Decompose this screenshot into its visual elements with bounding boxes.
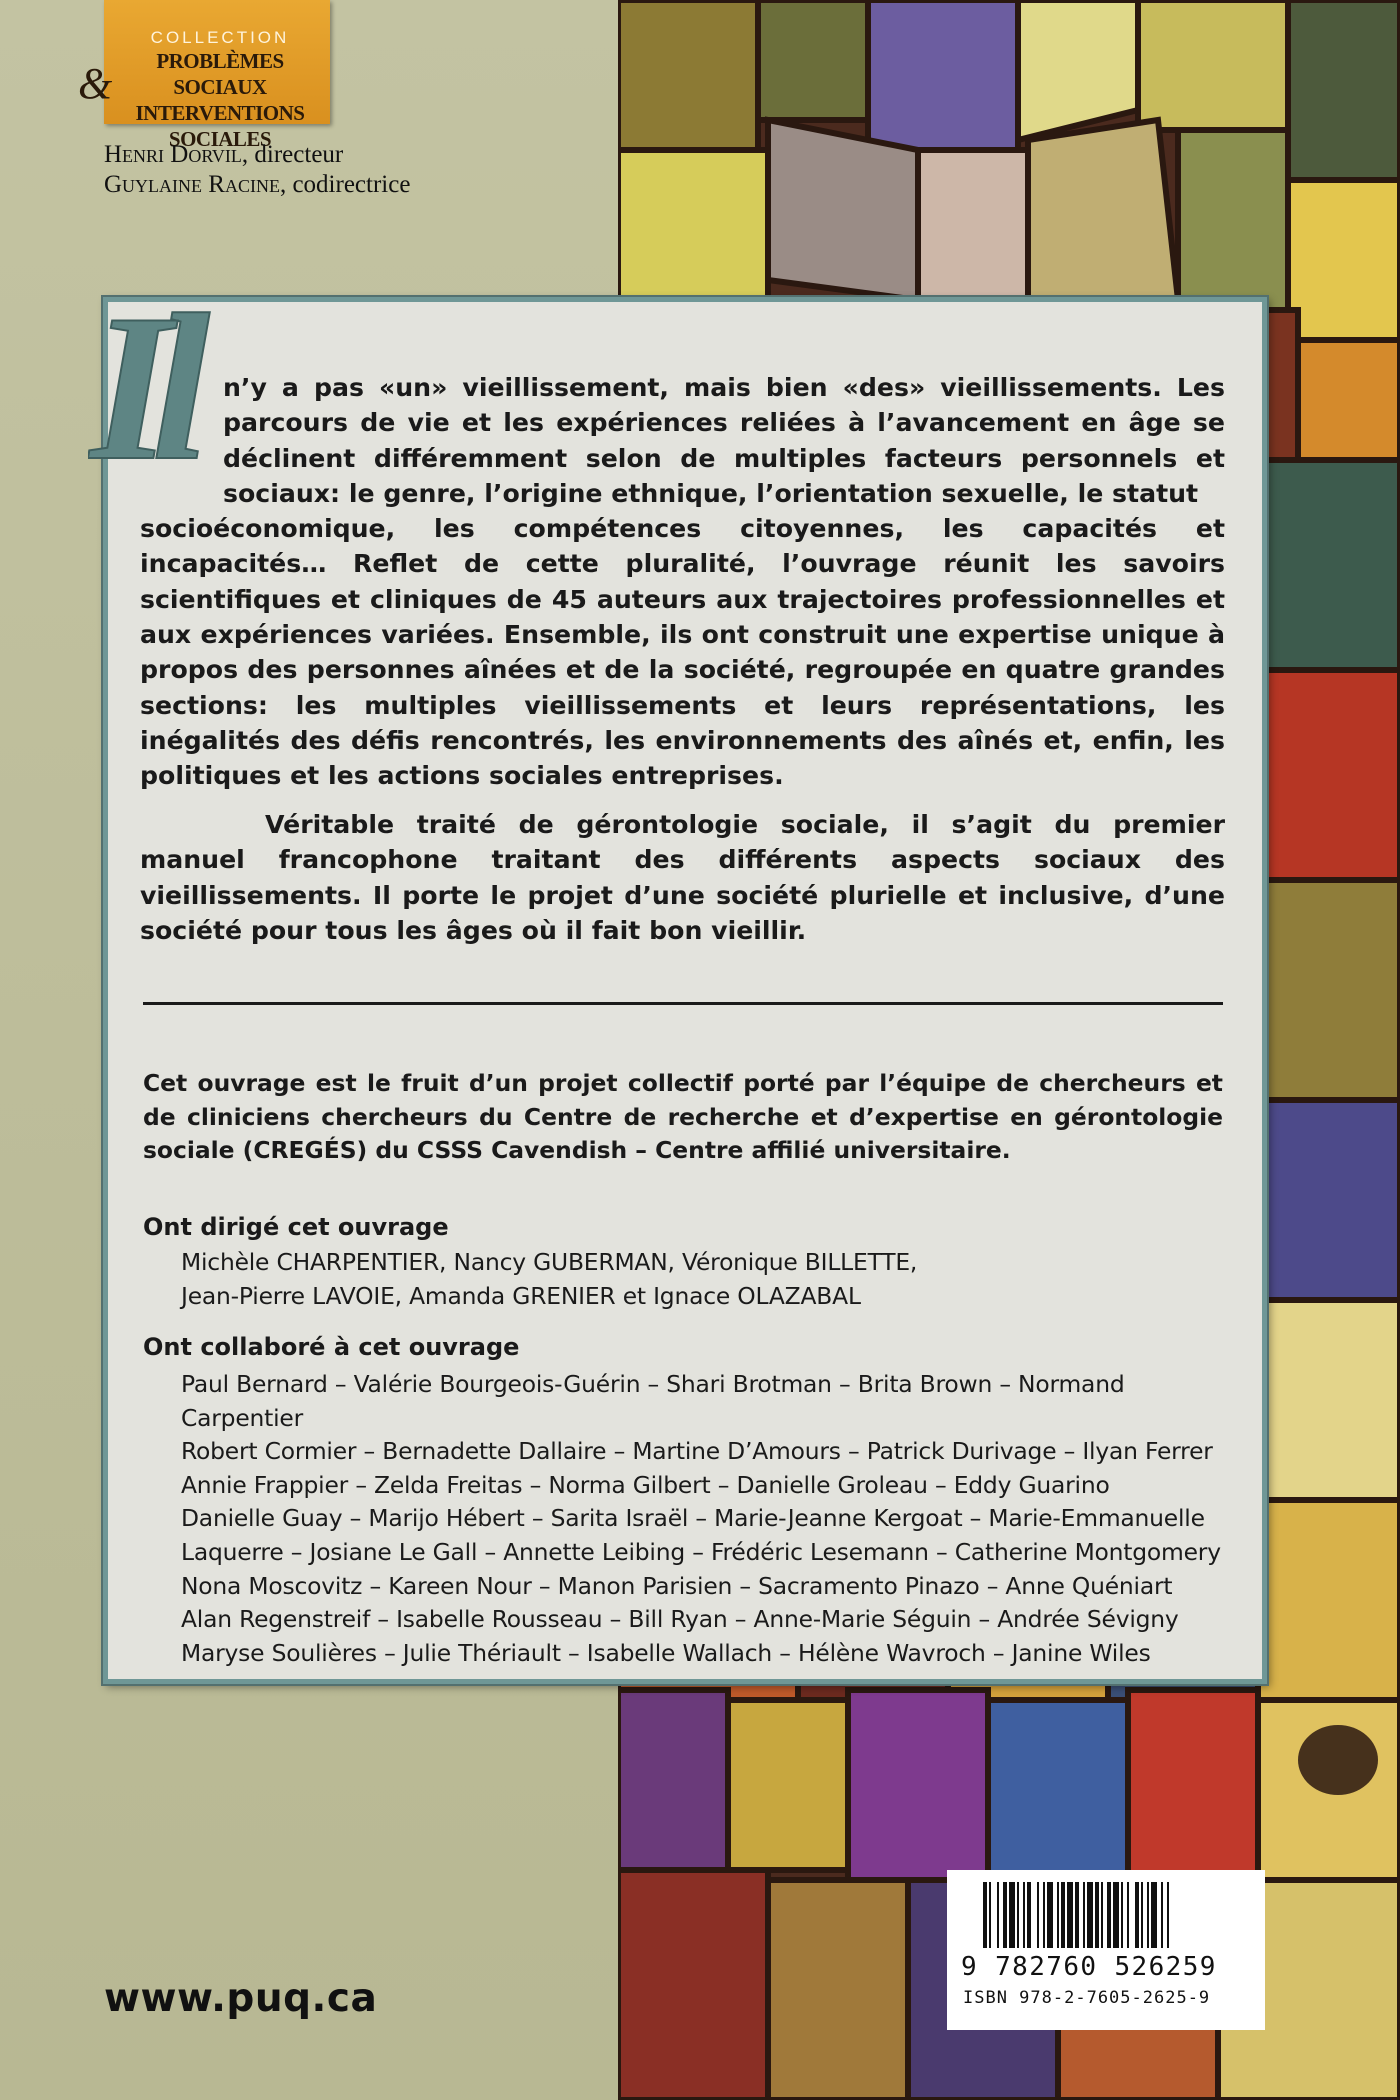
barcode-bar bbox=[1017, 1882, 1019, 1948]
website-url: www.puq.ca bbox=[104, 1976, 378, 2021]
barcode-bar bbox=[1167, 1882, 1169, 1948]
intro-paragraph bbox=[140, 370, 1225, 794]
collection-badge bbox=[104, 0, 330, 151]
barcode-digits: 9 782760 526259 bbox=[961, 1952, 1217, 1982]
isbn-label: ISBN 978-2-7605-2625-9 bbox=[963, 1988, 1211, 2008]
barcode-bar bbox=[1027, 1882, 1031, 1948]
collection-line-1: PROBLÈMES SOCIAUX bbox=[156, 49, 284, 99]
barcode-bar bbox=[1057, 1882, 1059, 1948]
barcode-bar bbox=[1037, 1882, 1039, 1948]
dropcap-text: Il bbox=[90, 272, 191, 488]
codirector-line bbox=[104, 170, 410, 200]
intro-first-lines: n’y a pas «un» vieillissement, mais bien «des» vieillissements. Les parcours de vie et les expériences reliées à l’avancement en âge se déclinent différemment selon de multiples facteurs personnels et sociaux: le genre, l’origine ethnique, l’orientation sexuelle, le statut bbox=[223, 373, 1225, 508]
collection-label: COLLECTION bbox=[150, 28, 290, 47]
director-line bbox=[104, 140, 410, 170]
barcode-bar bbox=[1141, 1882, 1143, 1948]
section-divider bbox=[143, 1002, 1223, 1005]
barcode-bar bbox=[1107, 1882, 1111, 1948]
barcode-bar bbox=[983, 1882, 987, 1948]
contributors-line: Robert Cormier – Bernadette Dallaire – Martine D’Amours – Patrick Durivage – Ilyan Ferrer bbox=[181, 1437, 1213, 1466]
director-name: Henri Dorvil bbox=[104, 141, 242, 168]
contributors-heading: Ont collaboré à cet ouvrage bbox=[143, 1333, 520, 1361]
codirector-role: , codirectrice bbox=[279, 171, 411, 198]
barcode-bar bbox=[1101, 1882, 1103, 1948]
collection-line-2: INTERVENTIONS SOCIALES bbox=[135, 101, 305, 151]
editors-line: Michèle CHARPENTIER, Nancy GUBERMAN, Véronique BILLETTE, bbox=[181, 1248, 918, 1276]
editors-list bbox=[181, 1246, 1241, 1313]
barcode-bar bbox=[1151, 1882, 1157, 1948]
barcode-bar bbox=[997, 1882, 999, 1948]
project-note: Cet ouvrage est le fruit d’un projet collectif porté par l’équipe de chercheurs et de cliniciens chercheurs du Centre de recherche et d’expertise en gérontologie sociale (CREGÉS) du CSSS Cavendish – Centre affilié universitaire. bbox=[143, 1069, 1223, 1164]
codirector-name: Guylaine Racine bbox=[104, 171, 280, 198]
barcode-bar bbox=[989, 1882, 991, 1948]
barcode-bar bbox=[1087, 1882, 1093, 1948]
collection-ampersand: & bbox=[78, 59, 113, 108]
barcode-bar bbox=[1067, 1882, 1073, 1948]
editors-line: Jean-Pierre LAVOIE, Amanda GRENIER et Ignace OLAZABAL bbox=[181, 1281, 861, 1310]
contributors-line: Nona Moscovitz – Kareen Nour – Manon Parisien – Sacramento Pinazo – Anne Quéniart bbox=[181, 1571, 1173, 1600]
contributors-list bbox=[181, 1368, 1241, 1670]
barcode-bar bbox=[1161, 1882, 1163, 1948]
contributors-line: Annie Frappier – Zelda Freitas – Norma Gilbert – Danielle Groleau – Eddy Guarino bbox=[181, 1470, 1110, 1499]
second-paragraph: Véritable traité de gérontologie sociale, il s’agit du premier manuel francophone traitant des différents aspects sociaux des vieillissements. Il porte le projet d’une société plurielle et inclusive, d’une société pour tous les âges où il fait bon vieillir. bbox=[140, 810, 1225, 945]
barcode-bar bbox=[1095, 1882, 1099, 1948]
contributors-line: Laquerre – Josiane Le Gall – Annette Leibing – Frédéric Lesemann – Catherine Montgomery bbox=[181, 1537, 1221, 1566]
editors-heading: Ont dirigé cet ouvrage bbox=[143, 1213, 449, 1241]
barcode-bar bbox=[1075, 1882, 1079, 1948]
director-role: , directeur bbox=[241, 141, 344, 168]
series-directors bbox=[104, 140, 410, 200]
isbn-barcode bbox=[947, 1870, 1265, 2030]
barcode-bar bbox=[1127, 1882, 1129, 1948]
barcode-bar bbox=[1009, 1882, 1015, 1948]
barcode-bar bbox=[1003, 1882, 1007, 1948]
barcode-bar bbox=[1121, 1882, 1123, 1948]
barcode-bar bbox=[1083, 1882, 1085, 1948]
contributors-line: Paul Bernard – Valérie Bourgeois-Guérin – Shari Brotman – Brita Brown – Normand Carpentier bbox=[181, 1370, 1125, 1432]
contributors-line: Alan Regenstreif – Isabelle Rousseau – Bill Ryan – Anne-Marie Séguin – Andrée Sévigny bbox=[181, 1605, 1179, 1634]
barcode-bar bbox=[1113, 1882, 1119, 1948]
barcode-bar bbox=[1147, 1882, 1149, 1948]
barcode-bar bbox=[1023, 1882, 1025, 1948]
barcode-bar bbox=[1135, 1882, 1139, 1948]
contributors-line: Danielle Guay – Marijo Hébert – Sarita Israël – Marie-Jeanne Kergoat – Marie-Emmanuelle bbox=[181, 1504, 1205, 1533]
barcode-bar bbox=[1043, 1882, 1045, 1948]
barcode-bar bbox=[1047, 1882, 1053, 1948]
barcode-bar bbox=[1061, 1882, 1065, 1948]
intro-rest: socioéconomique, les compétences citoyennes, les capacités et incapacités… Reflet de cette pluralité, l’ouvrage réunit les savoirs scientifiques et cliniques de 45 auteurs aux trajectoires professionnelles et aux expériences variées. Ensemble, ils ont construit une expertise unique à propos des personnes aînées et de la société, regroupée en quatre grandes sections: les multiples vieillissements et leurs représentations, les inégalités des défis rencontrés, les environnements des aînés et, enfin, les politiques et les actions sociales entreprises. bbox=[140, 514, 1225, 791]
contributors-line: Maryse Soulières – Julie Thériault – Isabelle Wallach – Hélène Wavroch – Janine Wiles bbox=[181, 1638, 1151, 1667]
